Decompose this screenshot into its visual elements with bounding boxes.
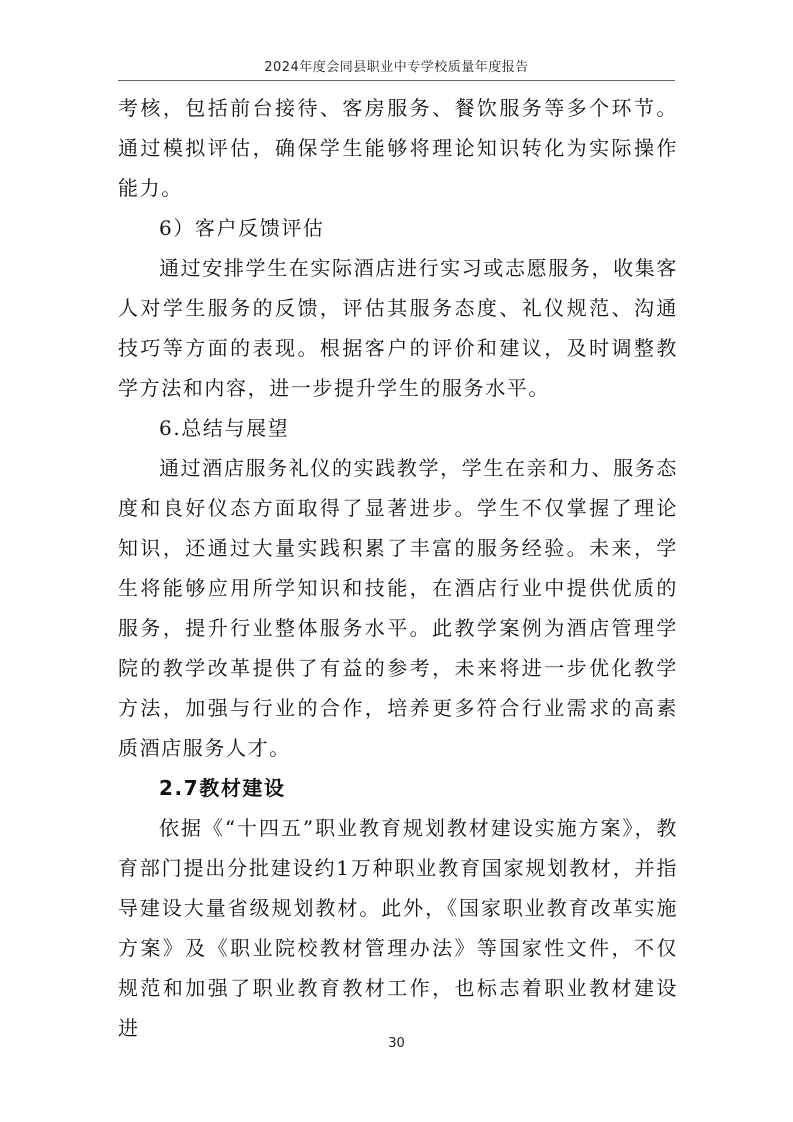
paragraph-summary-outlook: 通过酒店服务礼仪的实践教学，学生在亲和力、服务态度和良好仪态方面取得了显著进步。学生不仅掌握了理论知识，还通过大量实践积累了丰富的服务经验。未来，学生将能够应用所学知识和技能，在酒店行业中提供优质的服务，提升行业整体服务水平。此教学案例为酒店管理学院的教学改革提供了有益的参考，未来将进一步优化教学方法，加强与行业的合作，培养更多符合行业需求的高素质酒店服务人才。 [118, 456, 678, 760]
page-number: 30 [388, 1036, 405, 1051]
subheading-customer-feedback: 6）客户反馈评估 [159, 216, 325, 240]
section-heading-textbook-construction: 2.7教材建设 [159, 776, 286, 800]
page-header: 2024年度会同县职业中专学校质量年度报告 [264, 60, 529, 75]
paragraph-customer-feedback: 通过安排学生在实际酒店进行实习或志愿服务，收集客人对学生服务的反馈，评估其服务态度、礼仪规范、沟通技巧等方面的表现。根据客户的评价和建议，及时调整教学方法和内容，进一步提升学生的服务水平。 [118, 256, 678, 400]
header-divider [118, 80, 675, 81]
paragraph-textbook-construction: 依据《“十四五”职业教育规划教材建设实施方案》，教育部门提出分批建设约1万种职业教育国家规划教材，并指导建设大量省级规划教材。此外，《国家职业教育改革实施方案》及《职业院校教材管理办法》等国家性文件，不仅规范和加强了职业教育教材工作，也标志着职业教材建设进 [118, 816, 678, 1040]
subheading-summary-outlook: 6.总结与展望 [159, 416, 290, 440]
document-body [118, 88, 678, 1048]
paragraph-assessment-continued: 考核，包括前台接待、客房服务、餐饮服务等多个环节。通过模拟评估，确保学生能够将理论知识转化为实际操作能力。 [118, 96, 678, 200]
